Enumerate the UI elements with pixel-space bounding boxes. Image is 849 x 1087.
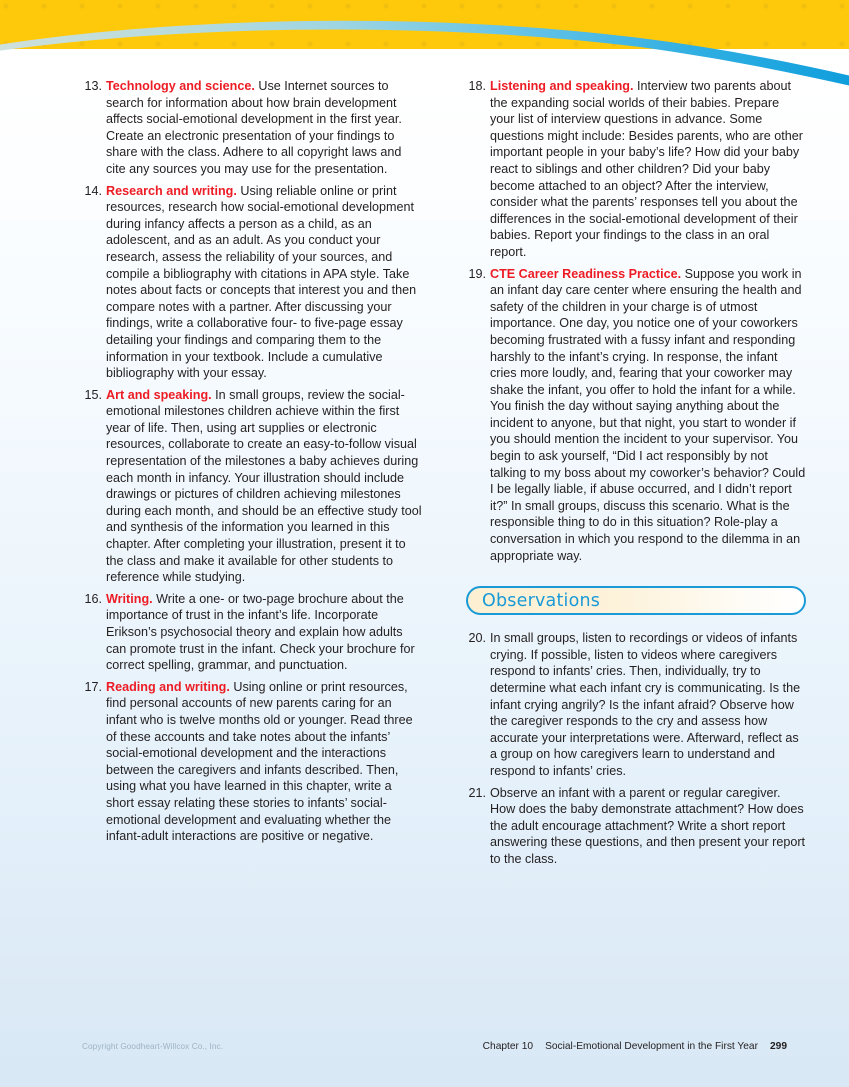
list-item <box>82 387 422 586</box>
right-column-item-list-top <box>466 78 806 564</box>
item-number: 21. <box>468 785 486 800</box>
list-item <box>466 78 806 261</box>
item-number: 13. <box>84 79 102 93</box>
observations-pill <box>466 586 806 615</box>
item-body-text: Use Internet sources to search for information about how brain development affects social-emotional development in the first year. Create an electronic presentation of your findings to share with the class. Adhere to all copyright laws and cite any sources you may use for the presentation. <box>106 79 402 176</box>
item-body-text: In small groups, review the social-emotional milestones children achieve within the first year of life. Then, using art supplies or electronic resources, collaborate to create an easy-to-follow visual representation of the milestones a baby achieves during each month in infancy. Your illustration should include drawings or pictures of children achieving milestones during each month, and should be an effective study tool and synthesis of the information you learned in this chapter. After completing your illustration, present it to the class and make it available for other students to reference while studying. <box>106 387 422 585</box>
list-item <box>82 591 422 674</box>
item-lead-label: CTE Career Readiness Practice. <box>490 266 682 281</box>
folio-line <box>483 1040 787 1054</box>
chapter-title: Social-Emotional Development in the First Year <box>545 1041 758 1052</box>
banner-graphic <box>0 0 849 90</box>
item-number: 19. <box>468 266 486 281</box>
item-body-text: Write a one- or two-page brochure about the importance of trust in the infant’s life. Incorporate Erikson’s psychosocial theory and explain how adults can promote trust in the infant. Check your brochure for correct spelling, grammar, and punctuation. <box>106 591 415 673</box>
observations-section-header <box>466 586 806 615</box>
item-number: 17. <box>84 679 102 694</box>
list-item <box>466 266 806 565</box>
page-number: 299 <box>770 1041 787 1052</box>
item-lead-label: Reading and writing. <box>106 679 230 694</box>
page-footer <box>0 1040 849 1060</box>
item-body-text: Suppose you work in an infant day care center where ensuring the health and safety of the children in your charge is of utmost importance. One day, you notice one of your coworkers becoming frustrated with a fussy infant and responding harshly to the infant’s crying. In response, the infant cries more loudly, and, fearing that your coworker may shake the infant, you offer to hold the infant for a while. You finish the day without saying anything about the incident to anyone, but that night, you start to wonder if you should mention the incident to your supervisor. You begin to ask yourself, “Did I act responsibly by not talking to my boss about my coworker’s behavior? Could I be legally liable, if abuse occurred, and I didn’t report it?” In small groups, discuss this scenario. What is the responsible thing to do in this situation? Role-play a conversation in which you respond to the dilemma in an appropriate way. <box>490 266 806 563</box>
list-item <box>466 630 806 779</box>
page-header-banner <box>0 0 849 90</box>
list-item <box>82 78 422 178</box>
item-body-text: Using reliable online or print resources, research how social-emotional development during infancy affects a person as a child, as an adolescent, and as an adult. As you conduct your research, assess the reliability of your sources, and compile a bibliography with citations in APA style. Take notes about facts or concepts that interest you and then compare notes with a partner. After discussing your findings, write a collaborative four- to five-page essay detailing your findings and comparing them to the information in your textbook. Include a cumulative bibliography with your essay. <box>106 183 417 381</box>
item-body-text: Using online or print resources, find personal accounts of new parents caring for an infant who is twelve months old or younger. Read three of these accounts and take notes about the infants’ social-emotional development and the interactions between the caregivers and infants described. Then, using what you have learned in this chapter, write a short essay relating these stories to infants’ social-emotional development and evaluating whether the infant-adult interactions are positive or negative. <box>106 679 413 844</box>
right-column <box>466 78 806 873</box>
chapter-number: Chapter 10 <box>482 1041 534 1052</box>
item-number: 18. <box>468 79 486 93</box>
page-content <box>0 78 849 873</box>
observations-heading-label: Observations <box>482 590 601 611</box>
item-number: 16. <box>84 591 102 606</box>
item-number: 15. <box>84 387 102 402</box>
item-body-text: Interview two parents about the expanding social worlds of their babies. Prepare your list of interview questions in advance. Some questions might include: Besides parents, who are other important people in your baby’s life? How did your baby react to siblings and other children? Did your baby become attached to an object? After the interview, consider what the parents’ responses tell you about the differences in the social-emotional development of their babies. Report your findings to the class in an oral report. <box>490 79 803 259</box>
list-item <box>82 679 422 845</box>
right-column-item-list-bottom <box>466 630 806 867</box>
item-number: 20. <box>468 631 486 646</box>
item-lead-label: Writing. <box>106 591 153 606</box>
left-column <box>82 78 422 873</box>
list-item <box>82 183 422 382</box>
item-body-text: In small groups, listen to recordings or videos of infants crying. If possible, listen to videos where caregivers respond to infants’ cries. Then, individually, try to determine what each infant cry is communicating. Is the infant crying angrily? Is the infant afraid? Observe how the caregiver responds to the cry and assess how accurate your interpretations were. Afterward, reflect as a group on how caregivers learn to understand and respond to infants’ cries. <box>490 631 801 778</box>
item-number: 14. <box>84 183 102 198</box>
item-lead-label: Listening and speaking. <box>490 79 634 93</box>
item-lead-label: Art and speaking. <box>106 387 212 402</box>
item-body-text: Observe an infant with a parent or regular caregiver. How does the baby demonstrate attachment? How does the adult encourage attachment? Write a short report answering these questions, and then present your report to the class. <box>490 785 806 866</box>
copyright-notice: Copyright Goodheart-Willcox Co., Inc. <box>82 1042 224 1051</box>
item-lead-label: Research and writing. <box>106 183 237 198</box>
left-column-item-list <box>82 78 422 845</box>
item-lead-label: Technology and science. <box>106 79 255 93</box>
list-item <box>466 785 806 868</box>
